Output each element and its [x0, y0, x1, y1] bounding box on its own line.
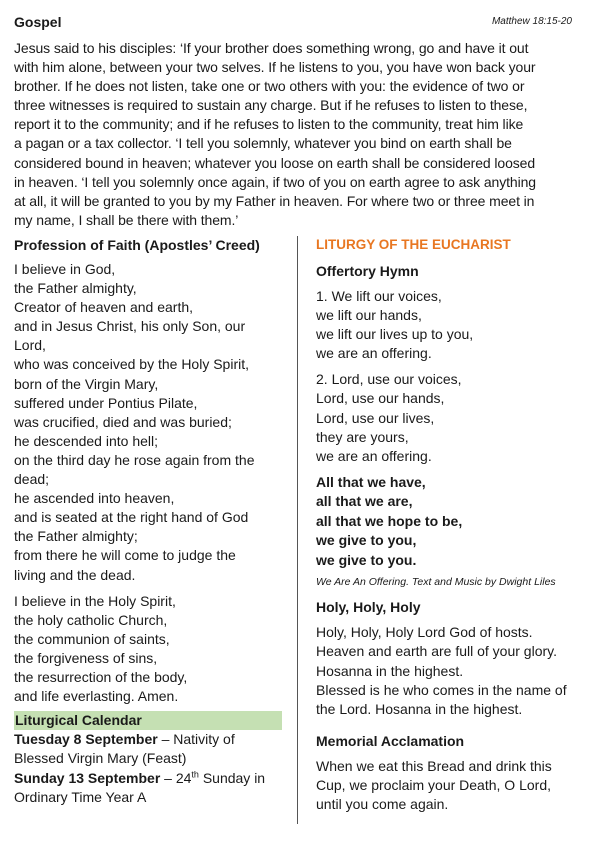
creed-line: and in Jesus Christ, his only Son, our — [14, 318, 246, 335]
eucharist-title: LITURGY OF THE EUCHARIST — [316, 237, 511, 252]
hymn-credit: We Are An Offering. Text and Music by Dwight Liles — [316, 576, 556, 589]
creed-line: he ascended into heaven, — [14, 490, 175, 507]
creed-line: from there he will come to judge the — [14, 547, 236, 564]
sanctus-text — [316, 623, 586, 718]
creed-line: Creator of heaven and earth, — [14, 299, 194, 316]
sanctus-line: Hosanna in the highest. — [316, 662, 464, 679]
gospel-text — [14, 39, 584, 230]
creed-line: and life everlasting. Amen. — [14, 688, 179, 705]
creed-line: the Father almighty, — [14, 280, 137, 297]
hymn-line: Lord, use our lives, — [316, 409, 435, 426]
chorus-line: we give to you. — [316, 551, 417, 568]
hymn-line: they are yours, — [316, 428, 409, 445]
creed-line: born of the Virgin Mary, — [14, 375, 159, 392]
calendar-entry-2-date: Sunday 13 September — [14, 769, 161, 786]
sanctus-line: the Lord. Hosanna in the highest. — [316, 700, 523, 717]
calendar-entry-1 — [14, 730, 286, 769]
calendar-entry-1-date: Tuesday 8 September — [14, 731, 158, 748]
calendar-entry-2-line2: Ordinary Time Year A — [14, 789, 147, 806]
memorial-line: Cup, we proclaim your Death, O Lord, — [316, 776, 551, 793]
offertory-verse-1 — [316, 287, 586, 363]
hymn-line: we are an offering. — [316, 447, 432, 464]
gospel-line: a pagan or a tax collector. ‘I tell you solemnly, whatever you bind on earth shall be — [14, 135, 512, 152]
creed-line: suffered under Pontius Pilate, — [14, 394, 198, 411]
offertory-chorus — [316, 473, 586, 571]
memorial-line: until you come again. — [316, 796, 449, 812]
left-column — [14, 236, 286, 807]
sanctus-title: Holy, Holy, Holy — [316, 599, 421, 616]
creed-title: Profession of Faith (Apostles’ Creed) — [14, 237, 260, 253]
chorus-line: all that we hope to be, — [316, 512, 463, 529]
gospel-reference: Matthew 18:15-20 — [491, 16, 572, 27]
memorial-text — [316, 757, 586, 814]
gospel-line: in heaven. ‘I tell you solemnly once again, if two of you on earth agree to ask anything — [14, 173, 536, 190]
calendar-entry-2 — [14, 769, 286, 808]
calendar-entry-1-line2: Blessed Virgin Mary (Feast) — [14, 750, 187, 767]
gospel-line: three witnesses is required to sustain any charge. But if he refuses to listen to these, — [14, 97, 528, 114]
creed-line: I believe in God, — [14, 261, 116, 277]
offertory-verse-2 — [316, 370, 586, 465]
gospel-line: Jesus said to his disciples: ‘If your brother does something wrong, go and have it out — [14, 40, 529, 56]
sanctus-line: Heaven and earth are full of your glory. — [316, 643, 557, 660]
creed-line: Lord, — [14, 337, 46, 354]
chorus-line: All that we have, — [316, 473, 426, 490]
hymn-line: 1. We lift our voices, — [316, 288, 442, 304]
creed-line: the holy catholic Church, — [14, 611, 168, 628]
creed-stanza-1 — [14, 260, 286, 585]
gospel-header — [14, 14, 572, 32]
gospel-line: considered bound in heaven; whatever you loose on earth shall be considered loosed — [14, 154, 536, 171]
hymn-line: 2. Lord, use our voices, — [316, 371, 462, 388]
column-divider — [297, 236, 298, 824]
chorus-line: we give to you, — [316, 532, 417, 549]
creed-line: the resurrection of the body, — [14, 668, 188, 685]
calendar-title: Liturgical Calendar — [14, 711, 282, 730]
calendar-entry-2-sup: th — [191, 769, 199, 780]
creed-line: the forgiveness of sins, — [14, 649, 158, 666]
creed-line: was crucified, died and was buried; — [14, 413, 232, 430]
hymn-line: we are an offering. — [316, 345, 432, 362]
calendar-entry-2-text2: Sunday in — [198, 769, 266, 786]
gospel-title: Gospel — [14, 14, 62, 30]
gospel-line: with him alone, between your two selves. If he listens to you, you have won back your — [14, 59, 536, 76]
calendar-entry-2-text: – 24 — [160, 769, 192, 786]
calendar-entry-1-text: – Nativity of — [157, 731, 235, 748]
creed-line: the communion of saints, — [14, 630, 170, 647]
gospel-line: at all, it will be granted to you by my Father in heaven. For where two or three meet in — [14, 192, 535, 209]
creed-line: he descended into hell; — [14, 432, 158, 449]
memorial-title: Memorial Acclamation — [316, 732, 465, 749]
chorus-line: all that we are, — [316, 493, 413, 510]
creed-line: the Father almighty; — [14, 528, 138, 545]
hymn-line: we lift our hands, — [316, 307, 422, 324]
hymn-line: we lift our lives up to you, — [316, 326, 474, 343]
gospel-line: report it to the community; and if he refuses to listen to the community, treat him like — [14, 116, 524, 133]
creed-line: I believe in the Holy Spirit, — [14, 592, 176, 609]
gospel-line: brother. If he does not listen, take one or two others with you: the evidence of two or — [14, 78, 525, 95]
hymn-line: Lord, use our hands, — [316, 390, 445, 407]
creed-line: on the third day he rose again from the — [14, 451, 255, 468]
offertory-title: Offertory Hymn — [316, 263, 419, 279]
right-column — [316, 236, 586, 814]
creed-line: who was conceived by the Holy Spirit, — [14, 356, 249, 373]
creed-line: and is seated at the right hand of God — [14, 509, 249, 526]
creed-stanza-2 — [14, 592, 286, 707]
creed-line: dead; — [14, 471, 50, 488]
sanctus-line: Holy, Holy, Holy Lord God of hosts. — [316, 624, 533, 641]
memorial-line: When we eat this Bread and drink this — [316, 757, 552, 774]
sanctus-line: Blessed is he who comes in the name of — [316, 681, 567, 698]
gospel-line: my name, I shall be there with them.’ — [14, 211, 239, 228]
creed-line: living and the dead. — [14, 566, 136, 583]
